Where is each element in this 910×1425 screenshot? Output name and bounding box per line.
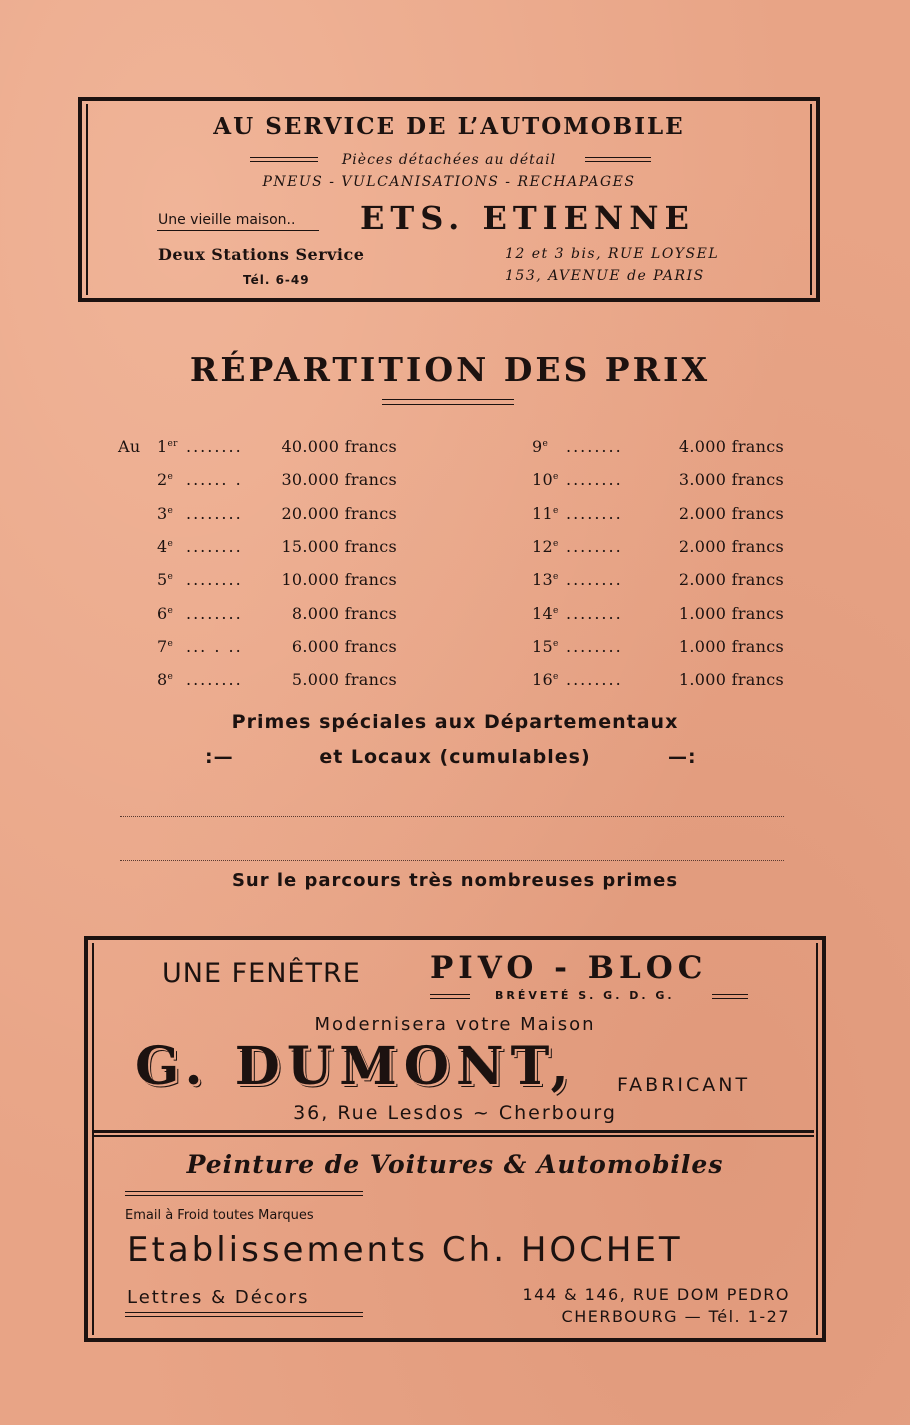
prize-rank-suffix: e (167, 505, 174, 516)
decorative-rule (125, 1312, 363, 1317)
prize-rank-number: 8 (157, 670, 168, 690)
prize-amount: 1.000 francs (678, 603, 784, 623)
prize-rank (157, 537, 173, 556)
prize-leader-dots: ........ (186, 570, 243, 590)
prize-rank (532, 604, 559, 623)
prize-rank (157, 604, 173, 623)
prize-rank-number: 10 (532, 470, 553, 490)
prize-leader-dots: ........ (566, 603, 623, 623)
prize-leader-dots: ........ (186, 437, 243, 456)
prizes-prefix: Au (118, 437, 141, 456)
prize-rank-suffix: e (552, 672, 559, 683)
prize-leader-dots: ........ (566, 503, 623, 523)
blank-line (120, 816, 784, 817)
special-primes-line1: Primes spéciales aux Départementaux (231, 711, 679, 733)
window-text: UNE FENÊTRE (162, 958, 361, 989)
prize-rank-number: 5 (157, 570, 168, 590)
prize-rank-number: 3 (157, 503, 168, 523)
prize-leader-dots: ........ (186, 670, 243, 690)
prize-amount: 30.000 francs (281, 470, 397, 490)
top-ad-services: PNEUS - VULCANISATIONS - RECHAPAGES (262, 174, 636, 190)
prize-rank-suffix: e (167, 572, 174, 583)
title-rule (382, 399, 514, 405)
prize-rank-suffix: e (167, 472, 174, 483)
prize-rank-number: 7 (157, 636, 168, 656)
prize-rank-suffix: e (552, 605, 559, 616)
brand-name: PIVO - BLOC (430, 950, 708, 986)
prize-rank-number: 11 (532, 503, 553, 523)
top-ad-phone: Tél. 6-49 (243, 273, 310, 287)
prize-rank (532, 504, 559, 523)
maker-name: G. DUMONT, (135, 1036, 576, 1097)
prize-rank-number: 14 (532, 603, 553, 623)
prize-rank (157, 437, 178, 456)
prize-amount: 1.000 francs (678, 670, 784, 690)
decorative-rule (712, 994, 748, 999)
prize-amount: 40.000 francs (281, 437, 397, 456)
prize-amount: 1.000 francs (678, 636, 784, 656)
top-ad-subtitle: Pièces détachées au détail (341, 152, 557, 168)
prize-amount: 5.000 francs (291, 670, 397, 690)
top-ad-title: AU SERVICE DE L’AUTOMOBILE (213, 113, 685, 140)
top-ad-company: ETS. ETIENNE (360, 199, 695, 237)
prize-amount: 2.000 francs (678, 536, 784, 556)
prize-rank (532, 570, 559, 589)
prize-amount: 15.000 francs (281, 536, 397, 556)
prize-leader-dots: ........ (566, 636, 623, 656)
prize-rank-number: 2 (157, 470, 168, 490)
prize-rank (532, 637, 559, 656)
top-ad-tagline: Une vieille maison.. (158, 212, 296, 228)
prize-rank-suffix: e (167, 538, 174, 549)
prize-rank (157, 637, 173, 656)
prize-rank (157, 570, 173, 589)
top-ad-address-1: 12 et 3 bis, RUE LOYSEL (505, 246, 720, 262)
prize-amount: 6.000 francs (291, 636, 397, 656)
prize-leader-dots: ........ (566, 437, 623, 456)
hochet-address-1: 144 & 146, RUE DOM PEDRO (522, 1285, 790, 1304)
special-close: —: (668, 746, 697, 768)
enamel-text: Email à Froid toutes Marques (125, 1208, 314, 1223)
prize-amount: 20.000 francs (281, 503, 397, 523)
prize-amount: 3.000 francs (678, 470, 784, 490)
prize-rank (532, 470, 559, 489)
prize-leader-dots: ........ (566, 670, 623, 690)
section-divider (92, 1130, 814, 1137)
prize-rank-suffix: e (167, 672, 174, 683)
paint-title: Peinture de Voitures & Automobiles (186, 1150, 724, 1179)
prize-rank-number: 12 (532, 536, 553, 556)
prize-rank-number: 15 (532, 636, 553, 656)
prize-rank-number: 13 (532, 570, 553, 590)
prize-rank-suffix: e (552, 472, 559, 483)
prize-rank (157, 470, 173, 489)
top-ad-address-2: 153, AVENUE de PARIS (505, 268, 705, 284)
patent-text: BRÉVETÉ S. G. D. G. (495, 989, 675, 1002)
hochet-company: Etablissements Ch. HOCHET (127, 1230, 683, 1270)
prize-rank-suffix: e (167, 638, 174, 649)
top-ad-stations: Deux Stations Service (158, 245, 365, 264)
prize-amount: 4.000 francs (678, 437, 784, 456)
prize-amount: 2.000 francs (678, 503, 784, 523)
prize-rank-suffix: e (552, 638, 559, 649)
special-primes-line2: et Locaux (cumulables) (319, 746, 591, 768)
prize-rank (532, 437, 548, 456)
prize-rank (157, 504, 173, 523)
prize-rank-number: 1 (157, 437, 168, 456)
maker-role: FABRICANT (617, 1074, 751, 1096)
prize-rank-suffix: er (167, 439, 178, 449)
route-primes: Sur le parcours très nombreuses primes (231, 870, 679, 891)
prize-leader-dots: ........ (186, 536, 243, 556)
prize-rank-suffix: e (542, 439, 549, 449)
prize-amount: 2.000 francs (678, 570, 784, 590)
prize-amount: 8.000 francs (291, 603, 397, 623)
blank-line (120, 860, 784, 861)
tagline-underline (157, 230, 319, 231)
letters-decor: Lettres & Décors (127, 1287, 310, 1308)
special-open: :— (205, 746, 234, 768)
prize-rank-suffix: e (552, 572, 559, 583)
prize-leader-dots: ........ (566, 536, 623, 556)
prize-leader-dots: ... . .. (186, 636, 243, 656)
maker-address: 36, Rue Lesdos ~ Cherbourg (293, 1102, 617, 1124)
hochet-address-2: CHERBOURG — Tél. 1-27 (561, 1307, 790, 1326)
prize-leader-dots: ........ (186, 603, 243, 623)
prize-rank (157, 670, 173, 689)
slogan: Modernisera votre Maison (314, 1014, 596, 1035)
prize-rank-suffix: e (552, 505, 559, 516)
prize-rank-suffix: e (552, 538, 559, 549)
prizes-title: RÉPARTITION DES PRIX (189, 350, 711, 389)
prize-rank-suffix: e (167, 605, 174, 616)
prize-rank-number: 6 (157, 603, 168, 623)
prize-leader-dots: ........ (186, 503, 243, 523)
prize-rank-number: 16 (532, 670, 553, 690)
prize-rank-number: 4 (157, 536, 168, 556)
prize-amount: 10.000 francs (281, 570, 397, 590)
prize-rank (532, 670, 559, 689)
prize-leader-dots: ........ (566, 470, 623, 490)
prize-leader-dots: ...... . (186, 470, 243, 490)
decorative-rule (125, 1191, 363, 1196)
prize-leader-dots: ........ (566, 570, 623, 590)
prize-rank-number: 9 (532, 437, 543, 456)
decorative-rule (430, 994, 470, 999)
prize-rank (532, 537, 559, 556)
